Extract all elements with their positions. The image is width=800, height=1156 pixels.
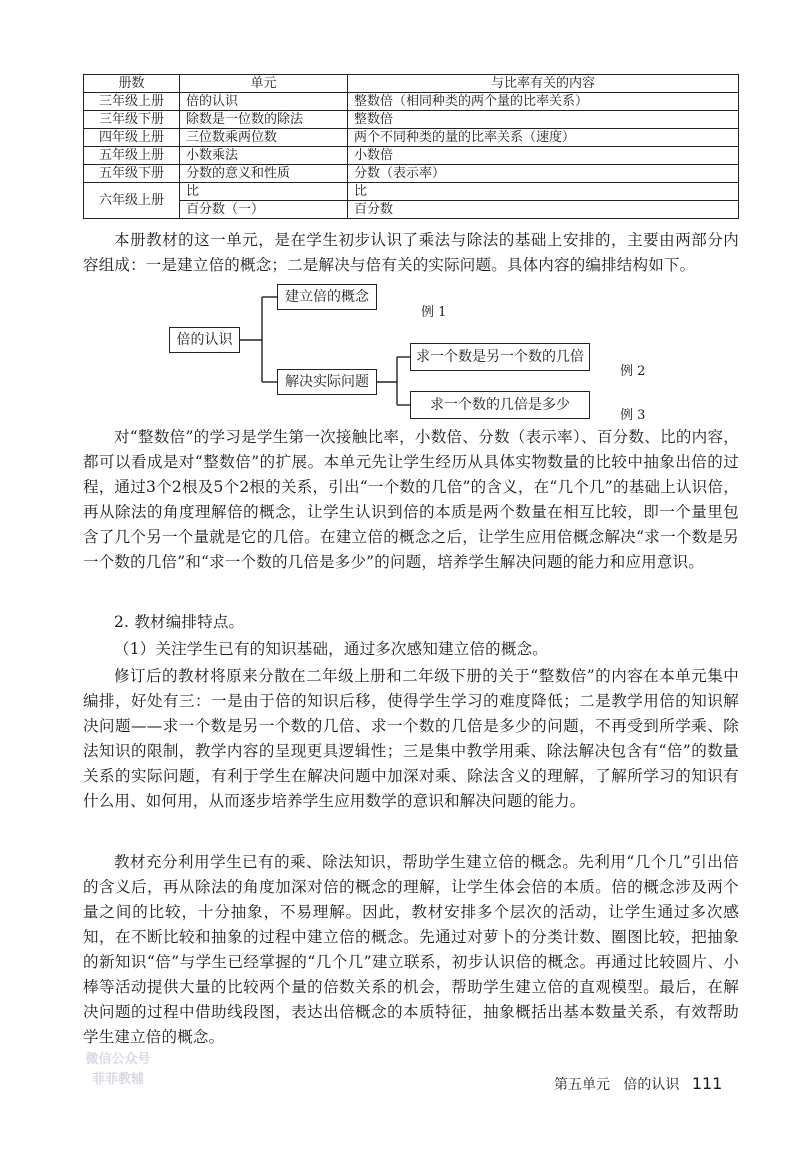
cell-grade: 三年级下册 (84, 111, 180, 129)
cell-grade: 六年级上册 (84, 183, 180, 219)
subsection-heading-1: （1）关注学生已有的知识基础，通过多次感知建立倍的概念。 (114, 640, 548, 658)
cell-unit: 除数是一位数的除法 (180, 111, 348, 129)
paragraph-prior-knowledge: 教材充分利用学生已有的乘、除法知识，帮助学生建立倍的概念。先利用“几个几”引出倍的含义后，再从除法的角度加深对倍的概念的理解，让学生体会倍的本质。倍的概念涉及两个量之间的比较，十分抽象，不易理解。因此，教材安排多个层次的活动，让学生通过多次感知，在不断比较和抽象的过程中建立倍的概念。先通过对萝卜的分类计数、圈图比较，把抽象的新知识“倍”与学生已经掌握的“几个几”建立联系，初步认识倍的概念。再通过比较圆片、小棒等活动提供大量的比较两个量的倍数关系的机会，帮助学生建立倍的直观模型。最后，在解决问题的过程中借助线段图，表达出倍概念的本质特征，抽象概括出基本数量关系，有效帮助学生建立倍的概念。 (83, 853, 739, 1046)
cell-unit: 百分数（一） (180, 201, 348, 219)
cell-grade: 四年级上册 (84, 129, 180, 147)
cell-content: 小数倍 (348, 147, 739, 165)
cell-content: 整数倍 (348, 111, 739, 129)
cell-grade: 五年级上册 (84, 147, 180, 165)
diagram-leaf-multiple: 求一个数的几倍是多少 (410, 391, 590, 419)
cell-content: 分数（表示率） (348, 165, 739, 183)
cell-unit: 分数的意义和性质 (180, 165, 348, 183)
cell-content: 百分数 (348, 201, 739, 219)
watermark-line-1: 微信公众号 (85, 1052, 151, 1067)
paragraph-revision: 修订后的教材将原来分散在二年级上册和二年级下册的关于“整数倍”的内容在本单元集中编排，好处有三：一是由于倍的知识后移，使得学生学习的难度降低；二是教学用倍的知识解决问题——求一个数是另一个数的几倍、求一个数的几倍是多少的问题，不再受到所学乘、除法知识的限制，教学内容的呈现更具逻辑性；三是集中教学用乘、除法解决包含有“倍”的数量关系的实际问题，有利于学生在解决问题中加深对乘、除法含义的理解，了解所学习的知识有什么用、如何用，从而逐步培养学生应用数学的意识和解决问题的能力。 (83, 667, 739, 810)
cell-content: 两个不同种类的量的比率关系（速度） (348, 129, 739, 147)
cell-grade: 五年级下册 (84, 165, 180, 183)
watermark-line-2: 菲菲教辅 (91, 1072, 144, 1087)
footer-title: 倍的认识 (623, 1077, 680, 1093)
example-3-label: 例 3 (620, 408, 646, 423)
page-footer (554, 1074, 722, 1094)
cell-unit: 小数乘法 (180, 147, 348, 165)
diagram-root-box: 倍的认识 (169, 327, 240, 353)
paragraph-integer-multiple: 对“整数倍”的学习是学生第一次接触比率，小数倍、分数（表示率）、百分数、比的内容，都可以看成是对“整数倍”的扩展。本单元先让学生经历从具体实物数量的比较中抽象出倍的过程，通过3个2根及5个2根的关系，引出“一个数的几倍”的含义，在“几个几”的基础上认识倍，再从除法的角度理解倍的概念，让学生认识到倍的本质是两个数量在相互比较，即一个量里包含了几个另一个量就是它的几倍。在建立倍的概念之后，让学生应用倍概念解决“求一个数是另一个数的几倍”和“求一个数的几倍是多少”的问题，培养学生解决问题的能力和应用意识。 (83, 428, 739, 571)
header-content: 与比率有关的内容 (348, 75, 739, 93)
example-1-label: 例 1 (421, 305, 447, 320)
cell-unit: 三位数乘两位数 (180, 129, 348, 147)
cell-content: 整数倍（相同种类的两个量的比率关系） (348, 93, 739, 111)
cell-content: 比 (348, 183, 739, 201)
cell-unit: 比 (180, 183, 348, 201)
footer-unit: 第五单元 (554, 1077, 610, 1093)
diagram-branch-problems: 解决实际问题 (277, 369, 377, 395)
page-number: 111 (691, 1074, 723, 1093)
header-unit: 单元 (180, 75, 348, 93)
diagram-leaf-ratio: 求一个数是另一个数的几倍 (410, 343, 590, 371)
intro-paragraph: 本册教材的这一单元，是在学生初步认识了乘法与除法的基础上安排的，主要由两部分内容组成：一是建立倍的概念；二是解决与倍有关的实际问题。具体内容的编排结构如下。 (83, 231, 739, 274)
section-heading-features: 2. 教材编排特点。 (114, 613, 245, 631)
cell-unit: 倍的认识 (180, 93, 348, 111)
example-2-label: 例 2 (620, 364, 646, 379)
cell-grade: 三年级上册 (84, 93, 180, 111)
diagram-branch-concept: 建立倍的概念 (277, 284, 377, 310)
header-grade: 册数 (84, 75, 180, 93)
watermark (18, 1050, 218, 1110)
